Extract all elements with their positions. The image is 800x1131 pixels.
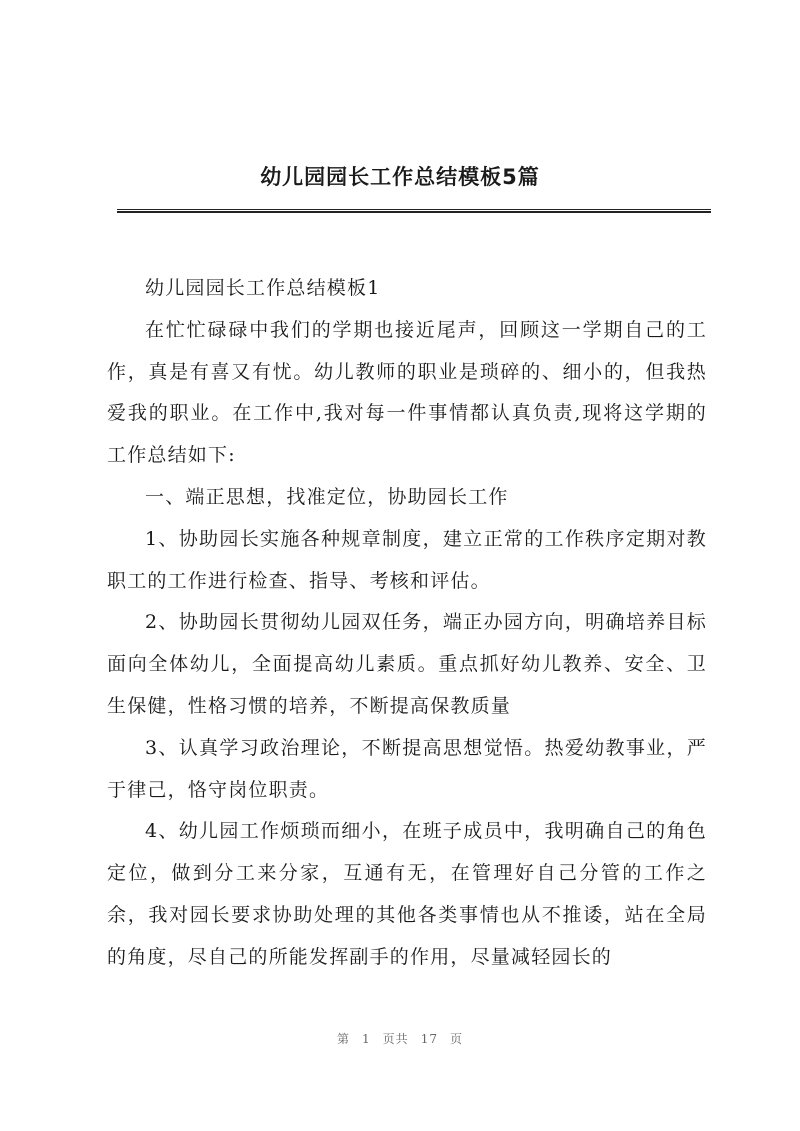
paragraph-item-1: 1、协助园长实施各种规章制度，建立正常的工作秩序定期对教职工的工作进行检查、指导、考核和评估。 <box>107 527 707 592</box>
section-heading: 幼儿园园长工作总结模板1 <box>145 277 381 299</box>
title-divider <box>117 209 711 213</box>
paragraph-item-2: 2、协助园长贯彻幼儿园双任务，端正办园方向，明确培养目标面向全体幼儿，全面提高幼儿素质。重点抓好幼儿教养、安全、卫生保健，性格习惯的培养，不断提高保教质量 <box>107 611 707 717</box>
document-body <box>107 268 707 979</box>
footer-mid: 页共 <box>382 1032 409 1046</box>
page-title: 幼儿园园长工作总结模板5篇 <box>260 165 540 189</box>
paragraph-section-one-heading: 一、端正思想，找准定位，协助园长工作 <box>145 485 509 508</box>
footer-current-page: 1 <box>362 1032 371 1046</box>
footer-suffix: 页 <box>449 1032 463 1046</box>
footer-total-pages: 17 <box>420 1032 438 1046</box>
paragraph-intro: 在忙忙碌碌中我们的学期也接近尾声，回顾这一学期自己的工作，真是有喜又有忧。幼儿教师的职业是琐碎的、细小的，但我热爱我的职业。在工作中,我对每一件事情都认真负责,现将这学期的工作总结如下: <box>107 318 707 467</box>
paragraph-item-3: 3、认真学习政治理论，不断提高思想觉悟。热爱幼教事业，严于律己，恪守岗位职责。 <box>107 736 707 801</box>
page-footer <box>0 1030 800 1047</box>
footer-prefix: 第 <box>337 1032 351 1046</box>
paragraph-item-4: 4、幼儿园工作烦琐而细小，在班子成员中，我明确自己的角色定位，做到分工来分家，互通有无，在管理好自己分管的工作之余，我对园长要求协助处理的其他各类事情也从不推诿，站在全局的角度，尽自己的所能发挥副手的作用，尽量减轻园长的 <box>107 820 707 968</box>
